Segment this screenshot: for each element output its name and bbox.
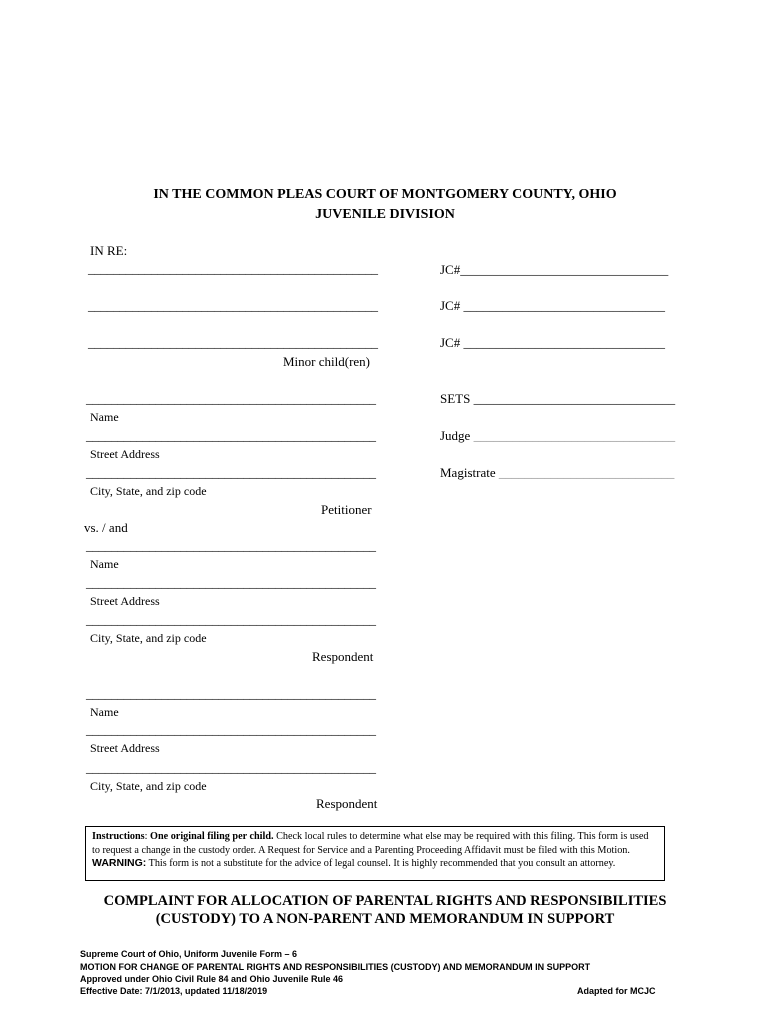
petitioner-name-field[interactable]: ______________________________________________	[86, 391, 376, 406]
petitioner-label: Petitioner	[321, 502, 372, 517]
respondent2-street-field[interactable]: ______________________________________________	[86, 722, 376, 737]
sets-field[interactable]: SETS _______________________________	[440, 391, 676, 406]
footer-motion-title: MOTION FOR CHANGE OF PARENTAL RIGHTS AND RESPONSIBILITIES (CUSTODY) AND MEMORANDUM IN SUPPORT	[80, 962, 591, 972]
footer-adapted: Adapted for MCJC	[577, 986, 656, 996]
child-name-field-3[interactable]: ______________________________________________	[88, 335, 378, 350]
jc-number-field-3[interactable]: JC# _______________________________	[440, 335, 665, 350]
respondent1-label: Respondent	[312, 649, 374, 664]
instructions-text-2: This form is not a substitute for the advice of legal counsel. It is highly recommended that you consult an attorney.	[146, 858, 616, 869]
child-name-field-1[interactable]: ______________________________________________	[88, 261, 378, 276]
complaint-title-line-1: COMPLAINT FOR ALLOCATION OF PARENTAL RIGHTS AND RESPONSIBILITIES	[103, 893, 667, 909]
respondent2-name-label: Name	[90, 705, 119, 719]
petitioner-name-label: Name	[90, 410, 119, 424]
magistrate-blank: ___________________________	[498, 465, 675, 480]
petitioner-street-label: Street Address	[90, 447, 160, 461]
in-re-label: IN RE:	[90, 243, 128, 258]
magistrate-label: Magistrate	[440, 465, 496, 480]
footer-effective-date: Effective Date: 7/1/2013, updated 11/18/2019	[80, 986, 268, 996]
respondent2-street-label: Street Address	[90, 741, 160, 755]
respondent2-city-label: City, State, and zip code	[90, 779, 207, 793]
respondent2-city-field[interactable]: ______________________________________________	[86, 760, 376, 775]
footer-form-name: Supreme Court of Ohio, Uniform Juvenile Form – 6	[80, 949, 298, 959]
judge-label: Judge	[440, 428, 471, 443]
petitioner-city-field[interactable]: ______________________________________________	[86, 465, 376, 480]
respondent2-name-field[interactable]: ______________________________________________	[86, 686, 376, 701]
petitioner-street-field[interactable]: ______________________________________________	[86, 428, 376, 443]
respondent2-label: Respondent	[316, 796, 378, 811]
respondent1-city-field[interactable]: ______________________________________________	[86, 612, 376, 627]
jc-number-field-2[interactable]: JC# _______________________________	[440, 298, 665, 313]
footer-approval: Approved under Ohio Civil Rule 84 and Ohio Juvenile Rule 46	[80, 974, 344, 984]
complaint-title-line-2: (CUSTODY) TO A NON-PARENT AND MEMORANDUM IN SUPPORT	[155, 911, 615, 927]
judge-blank: _______________________________	[473, 428, 676, 443]
respondent1-city-label: City, State, and zip code	[90, 631, 207, 645]
child-name-field-2[interactable]: ______________________________________________	[88, 298, 378, 313]
instructions-box	[85, 826, 665, 881]
respondent1-street-label: Street Address	[90, 594, 160, 608]
division-title: JUVENILE DIVISION	[315, 207, 455, 222]
jc-number-field-1[interactable]: JC#________________________________	[440, 262, 669, 277]
judge-field[interactable]	[440, 428, 675, 444]
respondent1-name-field[interactable]: ______________________________________________	[86, 538, 376, 553]
respondent1-name-label: Name	[90, 557, 119, 571]
vs-label: vs. / and	[84, 520, 128, 535]
warning-label: WARNING:	[92, 857, 147, 869]
respondent1-street-field[interactable]: ______________________________________________	[86, 575, 376, 590]
court-title: IN THE COMMON PLEAS COURT OF MONTGOMERY COUNTY, OHIO	[153, 187, 617, 202]
petitioner-city-label: City, State, and zip code	[90, 484, 207, 498]
instructions-bold-text: One original filing per child.	[150, 831, 274, 842]
instructions-text-1: Check local rules to determine what else may be required with this filing. This form is used to request a change in the custody order. A Request for Service and a Parenting Proceeding Affidavit must be filed with this Motion.	[92, 831, 649, 856]
minor-children-label: Minor child(ren)	[283, 354, 371, 369]
magistrate-field[interactable]	[440, 465, 674, 481]
instructions-colon: :	[144, 831, 151, 842]
instructions-label: Instructions	[92, 831, 145, 842]
